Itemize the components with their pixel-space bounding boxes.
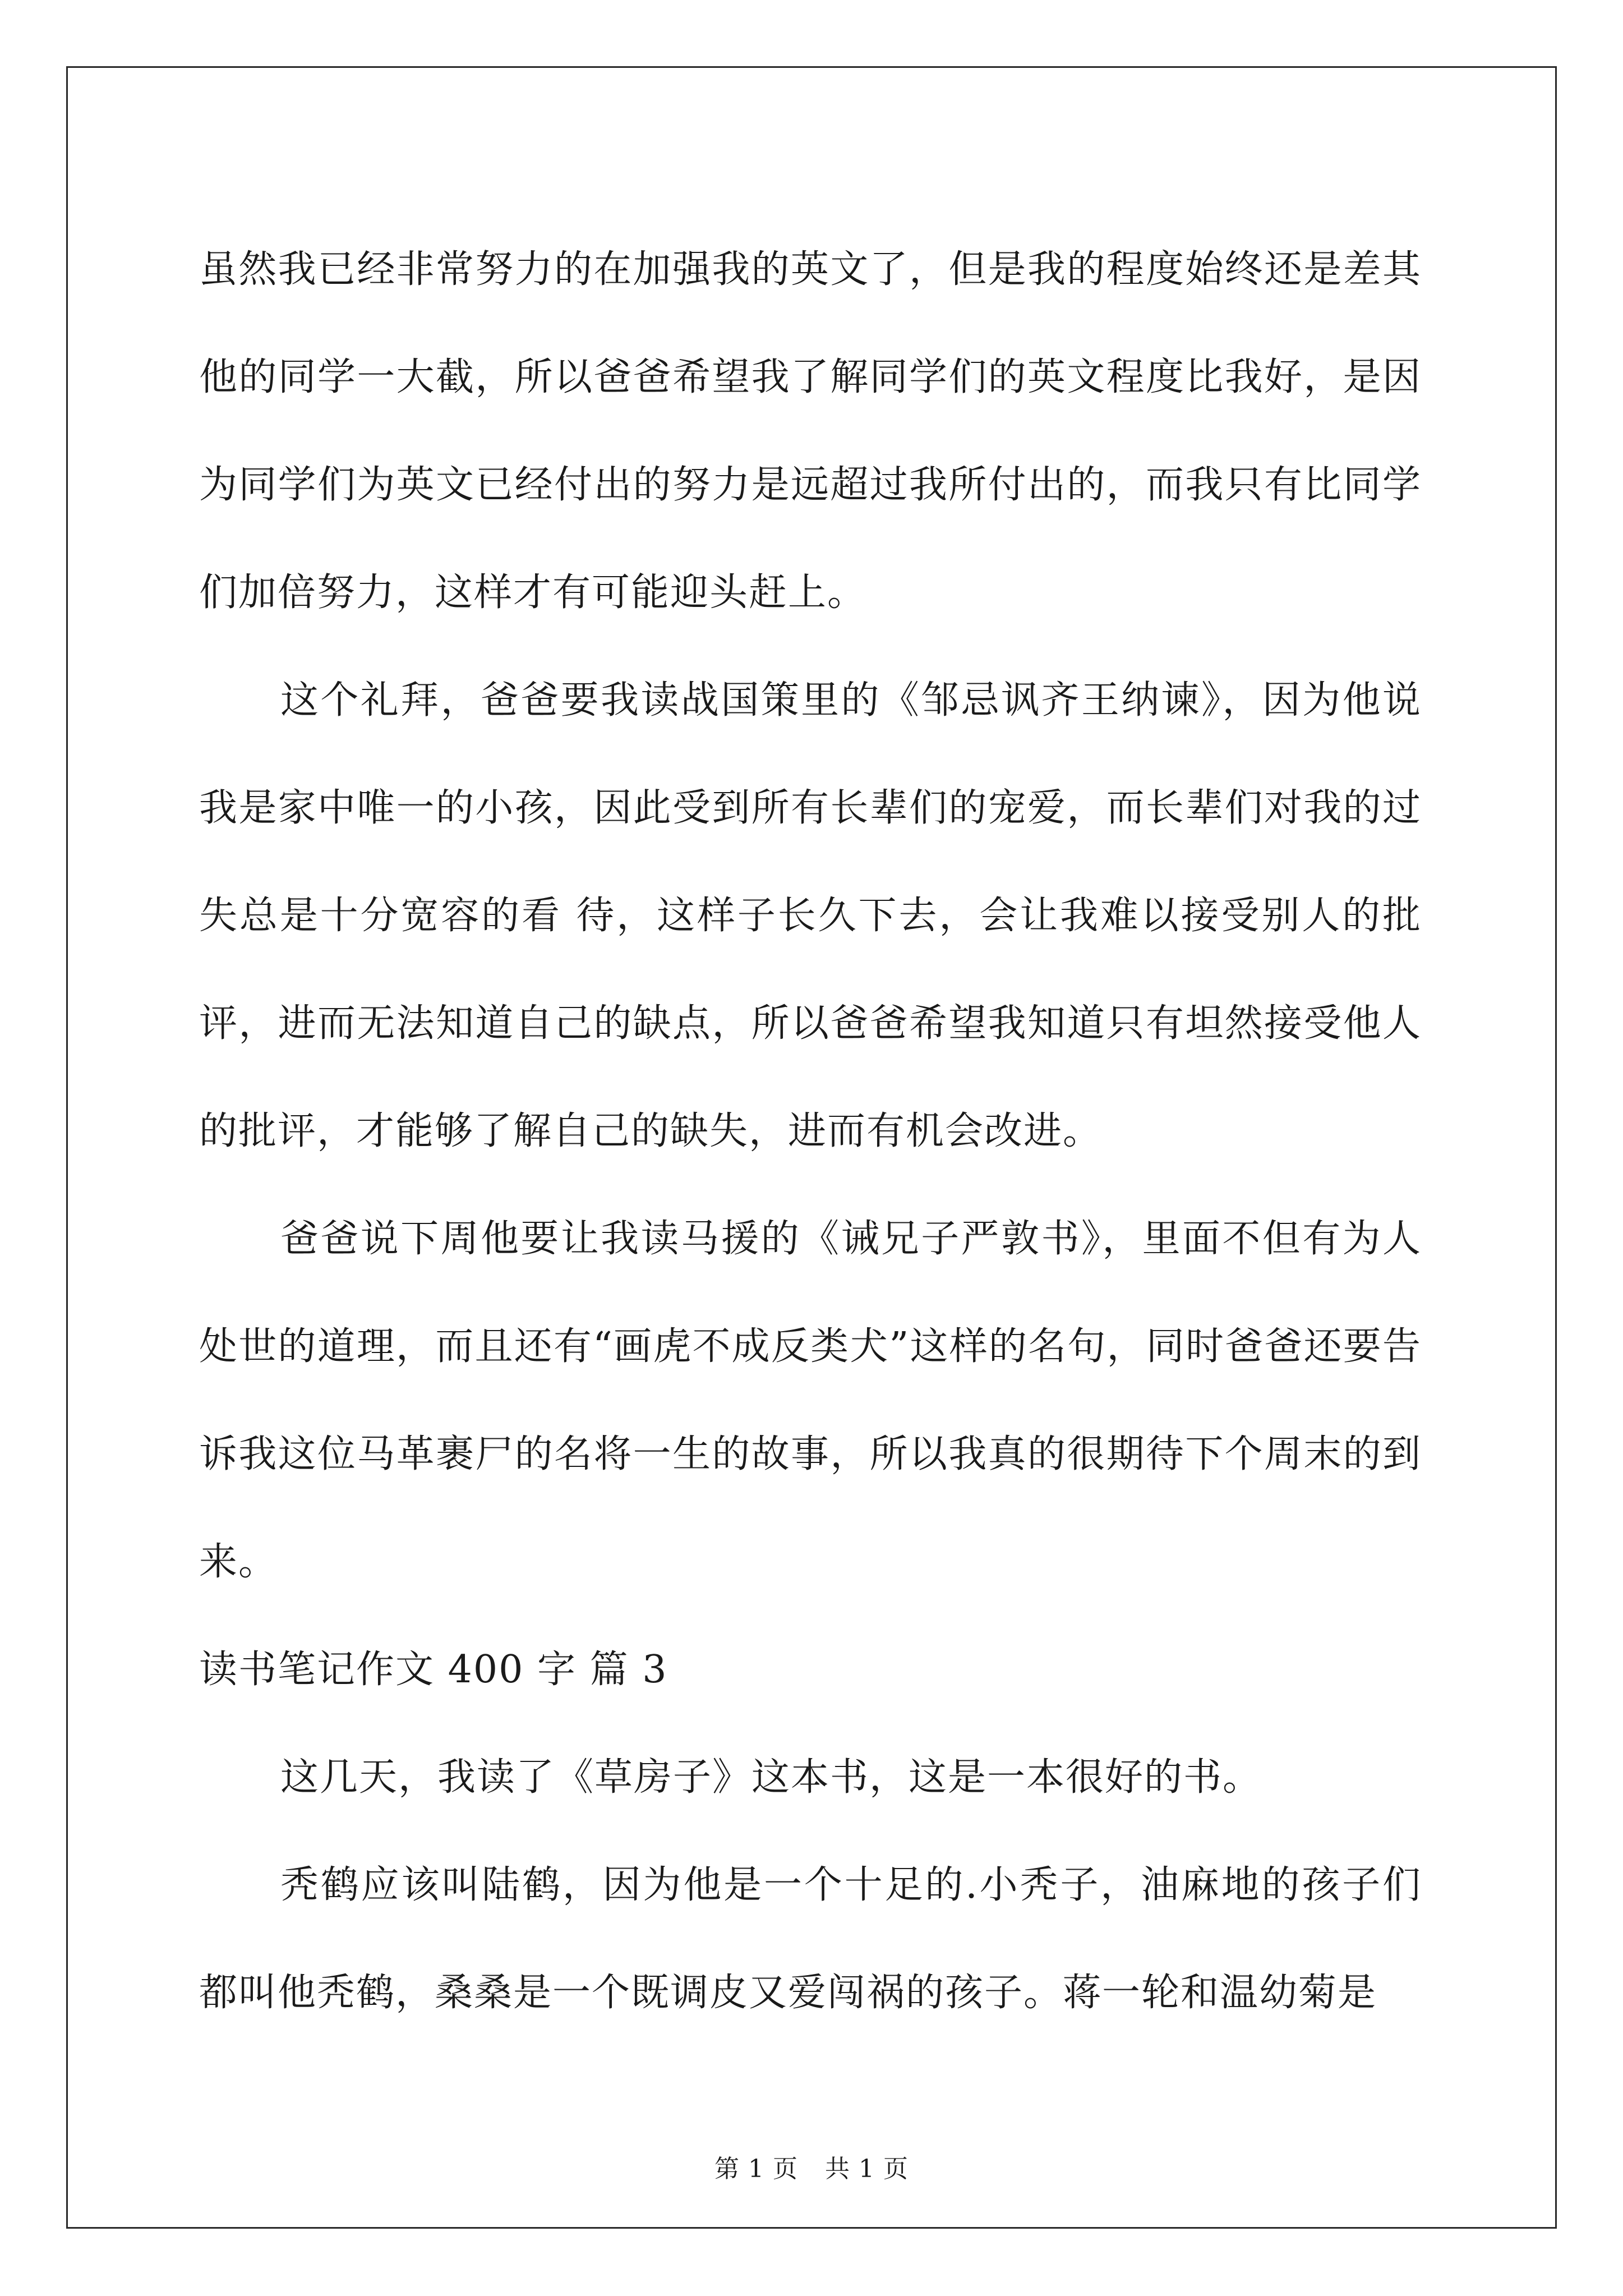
paragraph-5: 秃鹤应该叫陆鹤，因为他是一个十足的.小秃子，油麻地的孩子们都叫他秃鹤，桑桑是一个既调皮又爱闯祸的孩子。蒋一轮和温幼菊是 [199, 1863, 1422, 2015]
paragraph-4: 这几天，我读了《草房子》这本书，这是一本很好的书。 [280, 1755, 1262, 1800]
paragraph-3: 爸爸说下周他要让我读马援的《诫兄子严敦书》，里面不但有为人处世的道理，而且还有“画虎不成反类犬”这样的名句，同时爸爸还要告诉我这位马革裹尸的名将一生的故事，所以我真的很期待下个周末的到来。 [199, 1217, 1422, 1584]
page-footer [0, 2148, 1623, 2184]
paragraph-1: 虽然我已经非常努力的在加强我的英文了，但是我的程度始终还是差其他的同学一大截，所以爸爸希望我了解同学们的英文程度比我好，是因为同学们为英文已经付出的努力是远超过我所付出的，而我只有比同学们加倍努力，这样才有可能迎头赶上。 [199, 247, 1422, 615]
paragraph-2: 这个礼拜，爸爸要我读战国策里的《邹忌讽齐王纳谏》，因为他说我是家中唯一的小孩，因此受到所有长辈们的宠爱，而长辈们对我的过失总是十分宽容的看 待，这样子长久下去，会让我难以接受别人的批评，进而无法知道自己的缺点，所以爸爸希望我知道只有坦然接受他人的批评，才能够了解自己的缺失，进而有机会改进。 [199, 678, 1422, 1153]
page-number: 第 1 页 [714, 2155, 798, 2183]
page-total: 共 1 页 [825, 2155, 909, 2183]
document-body [199, 216, 1422, 2047]
section-heading: 读书笔记作文 400 字 篇 3 [199, 1648, 668, 1692]
